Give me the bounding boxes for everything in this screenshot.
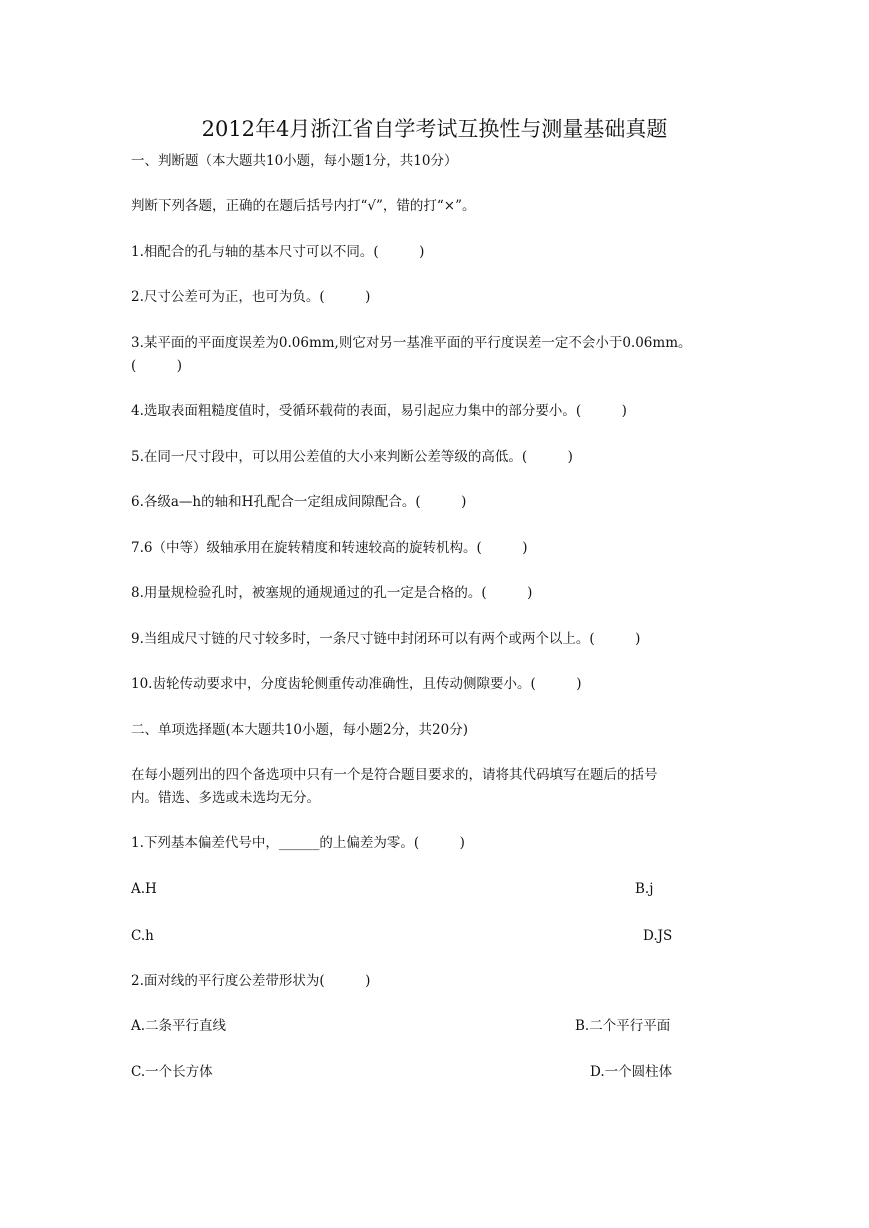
judge-question-1: 1.相配合的孔与轴的基本尺寸可以不同。( ) <box>131 244 425 260</box>
choice-1-option-c: C.h <box>131 928 154 944</box>
choice-1-option-d: D.JS <box>643 928 673 944</box>
choice-question-1: 1.下列基本偏差代号中，______的上偏差为零。( ) <box>131 835 465 851</box>
choice-2-option-b: B.二个平行平面 <box>575 1018 671 1034</box>
choice-1-option-b: B.j <box>635 881 654 897</box>
judge-question-4: 4.选取表面粗糙度值时，受循环载荷的表面，易引起应力集中的部分要小。( ) <box>131 403 627 419</box>
choice-1-option-a: A.H <box>131 881 157 897</box>
judge-question-7: 7.6（中等）级轴承用在旋转精度和转速较高的旋转机构。( ) <box>131 540 528 556</box>
judge-question-3-bracket: ( ) <box>131 358 183 374</box>
judge-question-10: 10.齿轮传动要求中，分度齿轮侧重传动准确性，且传动侧隙要小。( ) <box>131 676 582 692</box>
choice-2-option-a: A.二条平行直线 <box>131 1018 227 1034</box>
choice-2-option-d: D.一个圆柱体 <box>590 1064 673 1080</box>
choice-2-option-c: C.一个长方体 <box>131 1064 213 1080</box>
judge-question-6: 6.各级a—h的轴和H孔配合一定组成间隙配合。( ) <box>131 494 467 510</box>
section1-heading: 一、判断题（本大题共10小题，每小题1分，共10分） <box>131 153 458 169</box>
judge-question-3: 3.某平面的平面度误差为0.06mm,则它对另一基准平面的平行度误差一定不会小于0.06mm。 <box>131 335 692 351</box>
section2-instruction-line1: 在每小题列出的四个备选项中只有一个是符合题目要求的，请将其代码填写在题后的括号 <box>131 767 658 783</box>
judge-question-9: 9.当组成尺寸链的尺寸较多时，一条尺寸链中封闭环可以有两个或两个以上。( ) <box>131 631 641 647</box>
section2-heading: 二、单项选择题(本大题共10小题，每小题2分，共20分) <box>131 722 468 738</box>
judge-question-2: 2.尺寸公差可为正，也可为负。( ) <box>131 289 371 305</box>
judge-question-8: 8.用量规检验孔时，被塞规的通规通过的孔一定是合格的。( ) <box>131 585 533 601</box>
judge-question-5: 5.在同一尺寸段中，可以用公差值的大小来判断公差等级的高低。( ) <box>131 449 573 465</box>
page-title: 2012年4月浙江省自学考试互换性与测量基础真题 <box>201 117 668 141</box>
section2-instruction-line2: 内。错选、多选或未选均无分。 <box>131 790 320 806</box>
section1-instruction: 判断下列各题，正确的在题后括号内打“√”，错的打“×”。 <box>131 198 476 214</box>
choice-question-2: 2.面对线的平行度公差带形状为( ) <box>131 973 371 989</box>
